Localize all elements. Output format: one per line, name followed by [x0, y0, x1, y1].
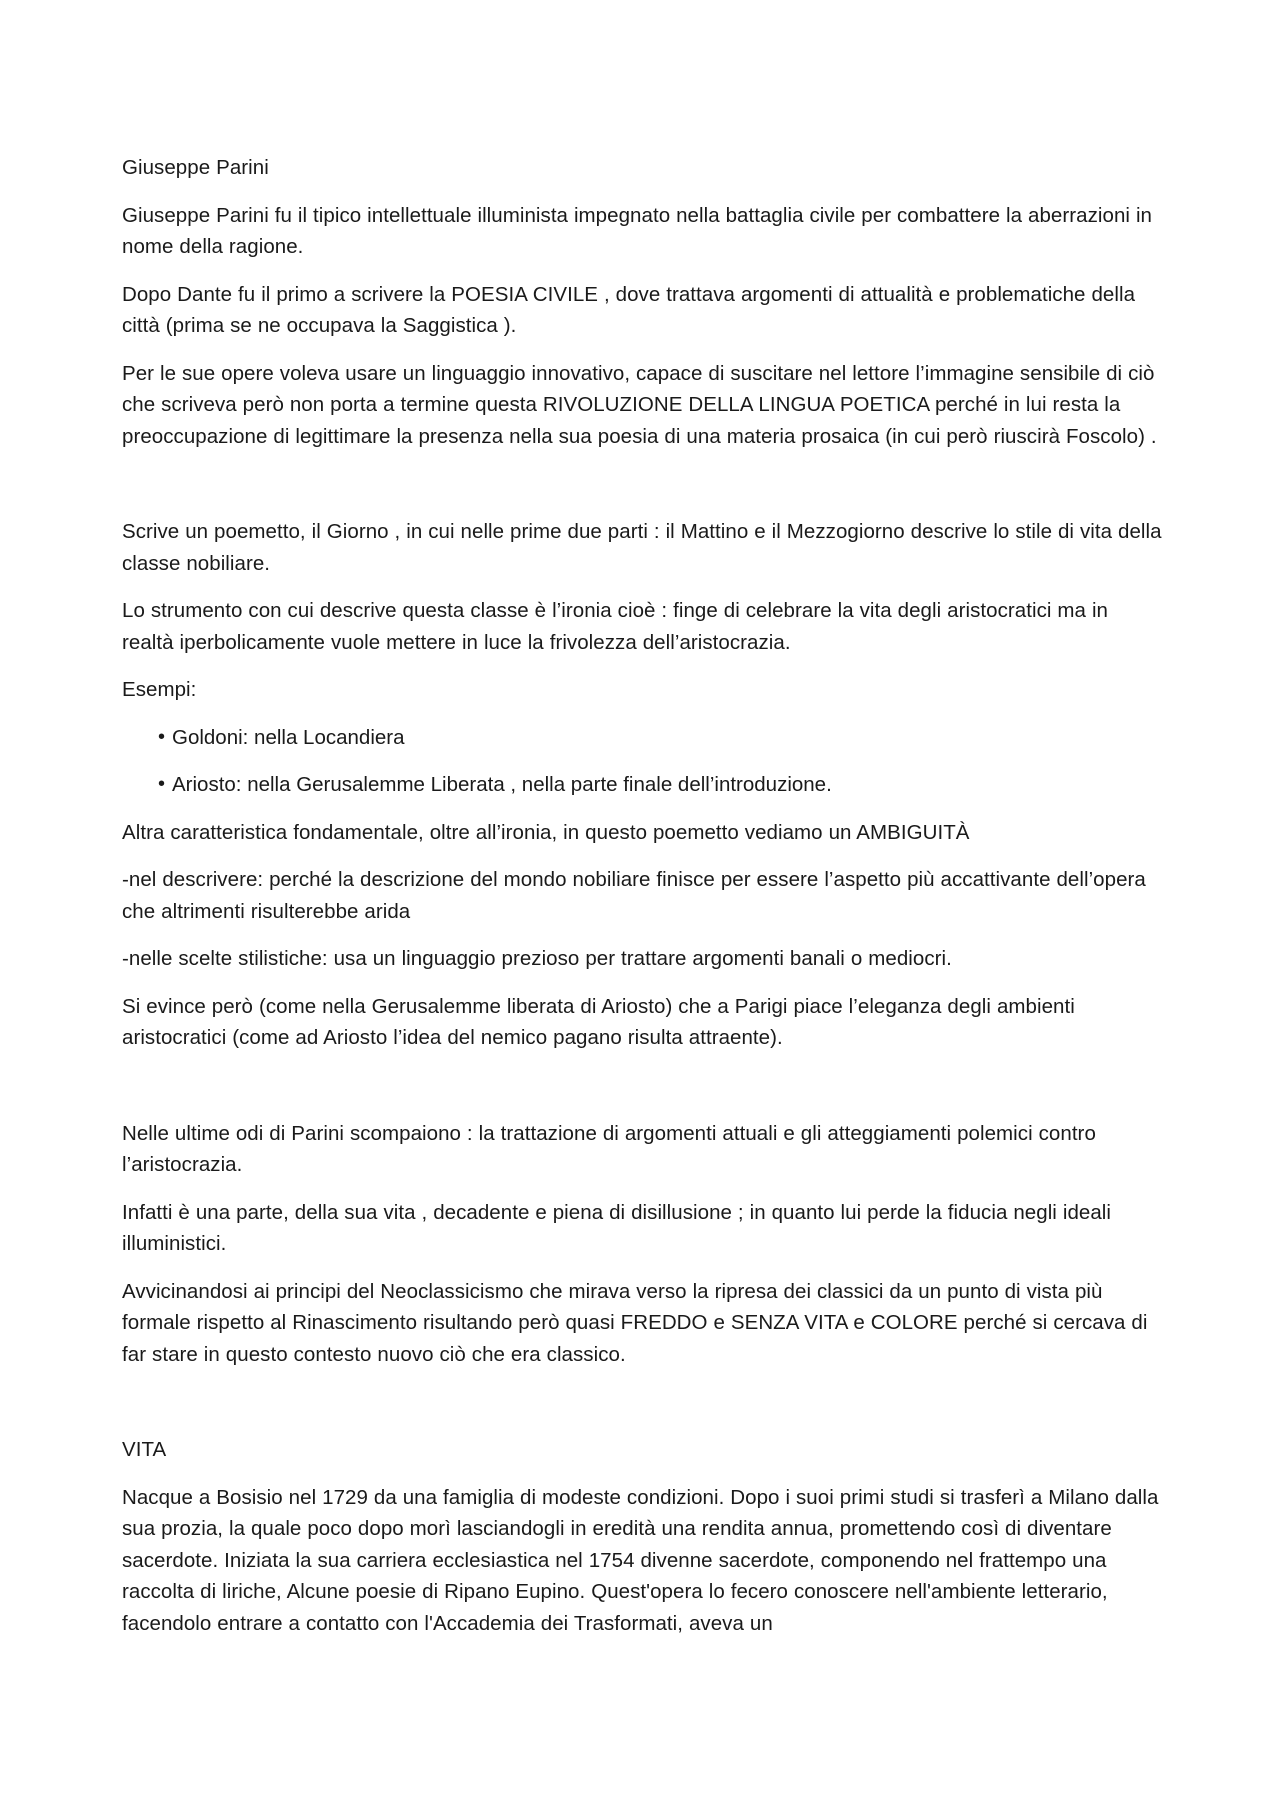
- paragraph-ironia: Lo strumento con cui descrive questa classe è l’ironia cioè : finge di celebrare la vita degli aristocratici ma in realtà iperbolicamente vuole mettere in luce la frivolezza dell’aristocrazia.: [122, 599, 1109, 654]
- paragraph-si-evince: Si evince però (come nella Gerusalemme liberata di Ariosto) che a Parigi piace l’eleganza degli ambienti aristocratici (come ad Ariosto l’idea del nemico pagano risulta attraente).: [122, 994, 1075, 1049]
- paragraph-poesia-civile: Dopo Dante fu il primo a scrivere la POESIA CIVILE , dove trattava argomenti di attualità e problematiche della città (prima se ne occupava la Saggistica ).: [122, 282, 1136, 337]
- paragraph-scelte-stilistiche: -nelle scelte stilistiche: usa un linguaggio prezioso per trattare argomenti banali o mediocri.: [122, 947, 952, 970]
- paragraph-neoclassicismo: Avvicinandosi ai principi del Neoclassicismo che mirava verso la ripresa dei classici da un punto di vista più formale rispetto al Rinascimento risultando però quasi FREDDO e SENZA VITA e COLORE perché si cercava di far stare in questo contesto nuovo ciò che era classico.: [122, 1279, 1148, 1366]
- paragraph-intro: Giuseppe Parini fu il tipico intellettuale illuminista impegnato nella battaglia civile per combattere la aberrazioni in nome della ragione.: [122, 203, 1152, 258]
- paragraph-giorno: Scrive un poemetto, il Giorno , in cui nelle prime due parti : il Mattino e il Mezzogiorno descrive lo stile di vita della classe nobiliare.: [122, 520, 1162, 575]
- paragraph-nel-descrivere: -nel descrivere: perché la descrizione del mondo nobiliare finisce per essere l’aspetto più accattivante dell’opera che altrimenti risulterebbe arida: [122, 868, 1146, 923]
- list-item: [122, 722, 1162, 754]
- list-item-text: Goldoni: nella Locandiera: [172, 725, 405, 749]
- examples-list: [122, 722, 1162, 801]
- blank-line: [122, 1386, 1162, 1434]
- list-item-text: Ariosto: nella Gerusalemme Liberata , nella parte finale dell’introduzione.: [172, 773, 832, 796]
- bullet-icon: •: [158, 725, 166, 748]
- paragraph-disillusione: Infatti è una parte, della sua vita , decadente e piena di disillusione ; in quanto lui perde la fiducia negli ideali illuministici.: [122, 1200, 1112, 1255]
- blank-line: [122, 468, 1162, 516]
- paragraph-vita: Nacque a Bosisio nel 1729 da una famiglia di modeste condizioni. Dopo i suoi primi studi si trasferì a Milano dalla sua prozia, la quale poco dopo morì lasciandogli in eredità una rendita annua, promettendo così di diventare sacerdote. Iniziata la sua carriera ecclesiastica nel 1754 divenne sacerdote, componendo nel frattempo una raccolta di liriche, Alcune poesie di Ripano Eupino. Quest'opera lo fecero conoscere nell'ambiente letterario, facendolo entrare a contatto con l'Accademia dei Trasformati, aveva un: [122, 1485, 1159, 1635]
- section-heading-vita: VITA: [122, 1438, 167, 1461]
- paragraph-ultime-odi: Nelle ultime odi di Parini scompaiono : la trattazione di argomenti attuali e gli atteggiamenti polemici contro l’aristocrazia.: [122, 1121, 1096, 1176]
- blank-line: [122, 1070, 1162, 1118]
- paragraph-linguaggio: Per le sue opere voleva usare un linguaggio innovativo, capace di suscitare nel lettore l’immagine sensibile di ciò che scriveva però non porta a termine questa RIVOLUZIONE DELLA LINGUA POETICA perché in lui resta la preoccupazione di legittimare la presenza nella sua poesia di una materia prosaica (in cui però riuscirà Foscolo) .: [122, 361, 1157, 448]
- paragraph-esempi: Esempi:: [122, 678, 197, 701]
- document-title: Giuseppe Parini: [122, 156, 269, 179]
- list-item: [122, 769, 1162, 801]
- bullet-icon: •: [158, 773, 166, 795]
- paragraph-ambiguita: Altra caratteristica fondamentale, oltre all’ironia, in questo poemetto vediamo un AMBIGUITÀ: [122, 820, 970, 844]
